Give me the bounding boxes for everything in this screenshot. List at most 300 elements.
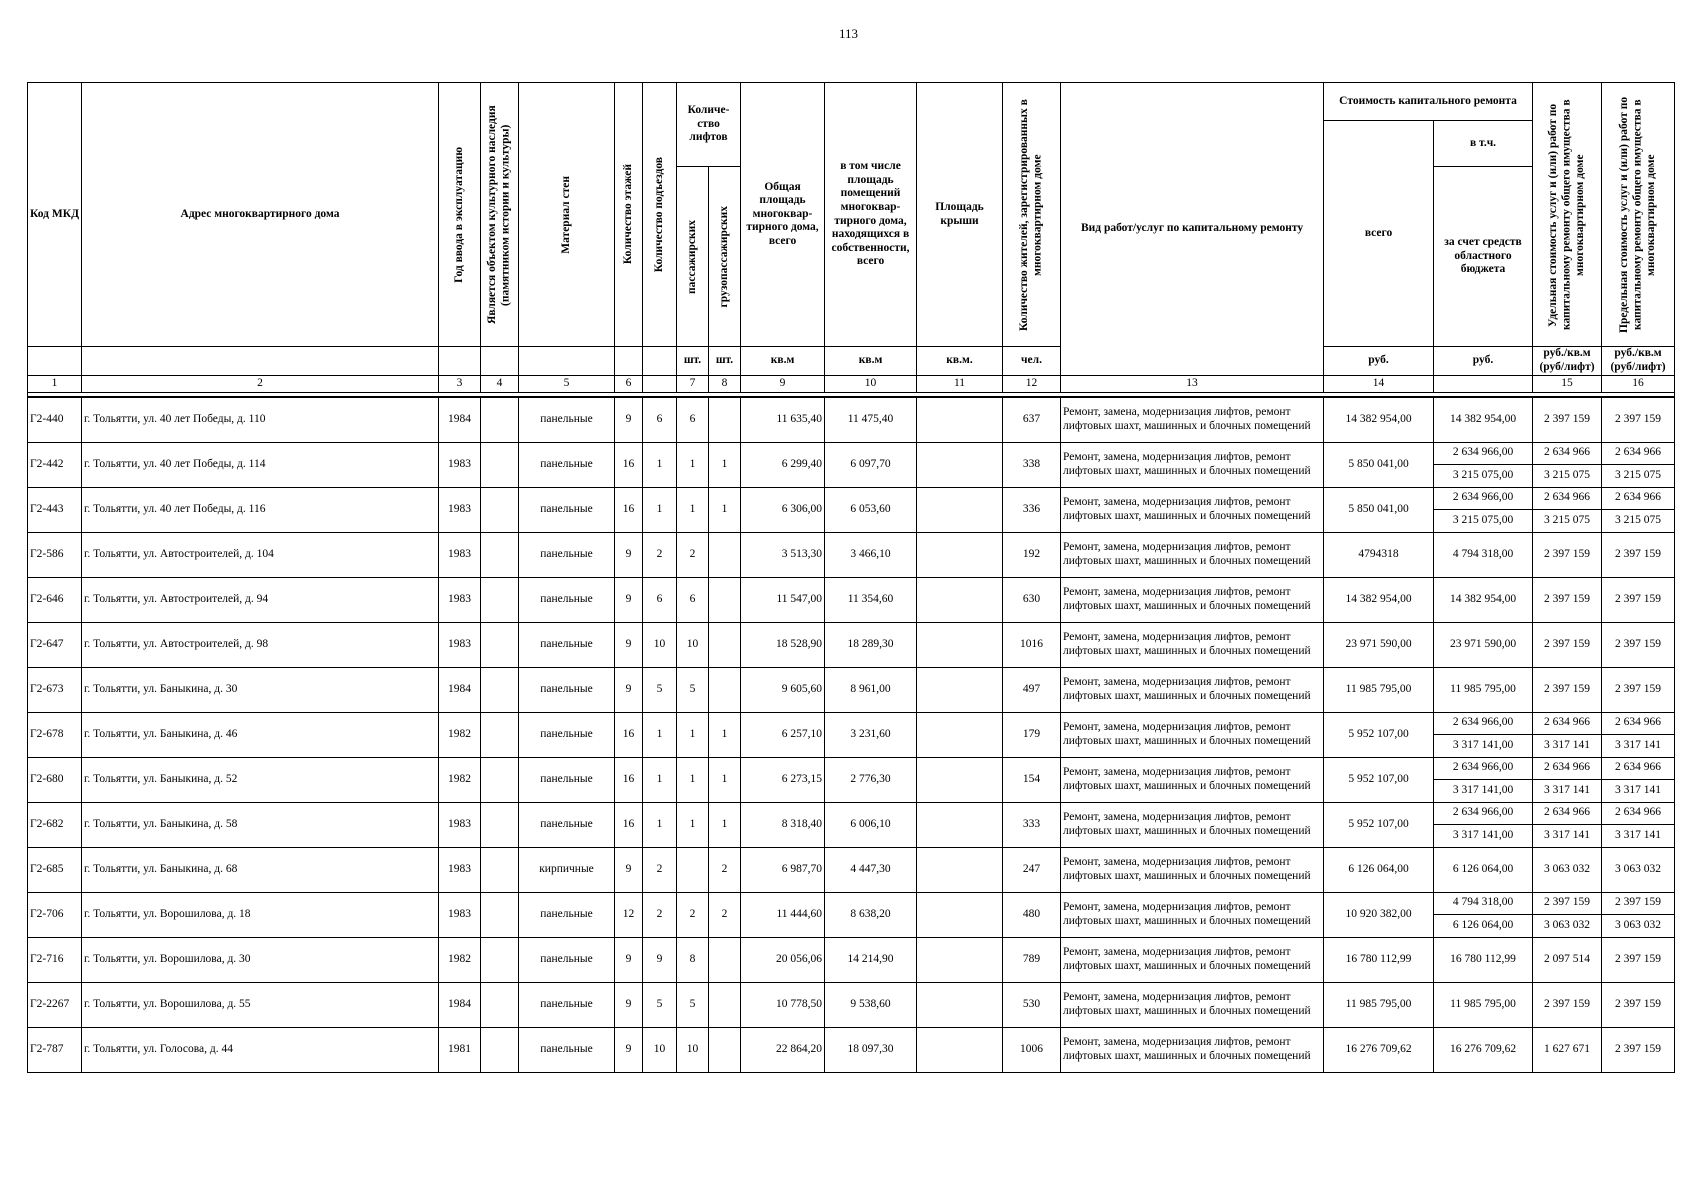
cell-cost-total: 5 850 041,00 [1324, 442, 1434, 487]
cell-year: 1983 [439, 802, 481, 847]
cell-entrances: 10 [643, 1027, 677, 1072]
cell-code: Г2-706 [28, 892, 82, 937]
column-number: 16 [1602, 376, 1675, 393]
cell-code: Г2-716 [28, 937, 82, 982]
header-entrances: Количество подъездов [652, 156, 665, 273]
cell-year: 1984 [439, 982, 481, 1027]
cell-total-area: 6 257,10 [741, 712, 825, 757]
cell-floors: 9 [615, 937, 643, 982]
cell-cost-regional: 2 634 966,00 [1434, 712, 1533, 735]
header-incl: в т.ч. [1434, 121, 1533, 167]
cell-code: Г2-586 [28, 532, 82, 577]
cell-cost-regional: 16 780 112,99 [1434, 937, 1533, 982]
cell-unit-cost: 3 317 141 [1533, 735, 1602, 758]
cell-work-type: Ремонт, замена, модернизация лифтов, ремонт лифтовых шахт, машинных и блочных помещений [1061, 442, 1324, 487]
cell-residents: 179 [1003, 712, 1061, 757]
cell-passenger-lifts: 10 [677, 1027, 709, 1072]
cell-cost-regional: 2 634 966,00 [1434, 442, 1533, 465]
header-code: Код МКД [28, 83, 82, 347]
cell-passenger-lifts: 5 [677, 667, 709, 712]
cell-heritage [481, 397, 519, 442]
cell-passenger-lifts: 1 [677, 712, 709, 757]
cell-residents: 630 [1003, 577, 1061, 622]
cell-owned-area: 4 447,30 [825, 847, 917, 892]
cell-freight-lifts: 1 [709, 712, 741, 757]
cell-passenger-lifts: 1 [677, 442, 709, 487]
cell-cost-regional: 3 215 075,00 [1434, 510, 1533, 533]
table-row [28, 892, 1675, 915]
cell-max-cost: 2 634 966 [1602, 442, 1675, 465]
cell-total-area: 8 318,40 [741, 802, 825, 847]
cell-cost-total: 14 382 954,00 [1324, 577, 1434, 622]
cell-total-area: 11 635,40 [741, 397, 825, 442]
cell-cost-total: 23 971 590,00 [1324, 622, 1434, 667]
cell-total-area: 18 528,90 [741, 622, 825, 667]
cell-unit-cost: 2 397 159 [1533, 532, 1602, 577]
cell-unit-cost: 2 634 966 [1533, 487, 1602, 510]
cell-owned-area: 2 776,30 [825, 757, 917, 802]
column-number [1434, 376, 1533, 393]
cell-address: г. Тольятти, ул. 40 лет Победы, д. 114 [82, 442, 439, 487]
cell-cost-total: 16 276 709,62 [1324, 1027, 1434, 1072]
header-unit-cost: Удельная стоимость услуг и (или) работ по капитальному ремонту общего имущества в многоквартирном доме [1546, 99, 1586, 330]
cell-code: Г2-678 [28, 712, 82, 757]
unit-rub-sqm: руб./кв.м (руб/лифт) [1533, 347, 1602, 376]
cell-heritage [481, 847, 519, 892]
table-row [28, 397, 1675, 442]
cell-passenger-lifts: 2 [677, 532, 709, 577]
cell-entrances: 2 [643, 847, 677, 892]
column-number: 2 [82, 376, 439, 393]
cell-work-type: Ремонт, замена, модернизация лифтов, ремонт лифтовых шахт, машинных и блочных помещений [1061, 397, 1324, 442]
column-numbers-row [28, 376, 1675, 393]
page-number: 113 [838, 26, 859, 41]
cell-entrances: 2 [643, 532, 677, 577]
cell-roof-area [917, 847, 1003, 892]
cell-year: 1983 [439, 442, 481, 487]
cell-cost-regional: 11 985 795,00 [1434, 982, 1533, 1027]
unit-pcs: шт. [709, 347, 741, 376]
cell-heritage [481, 937, 519, 982]
cell-residents: 637 [1003, 397, 1061, 442]
header-residents: Количество жителей, зарегистрированных в многоквартирном доме [1017, 98, 1044, 331]
cell-roof-area [917, 577, 1003, 622]
cell-address: г. Тольятти, ул. Баныкина, д. 58 [82, 802, 439, 847]
cell-code: Г2-647 [28, 622, 82, 667]
table-header [28, 83, 1675, 398]
cell-freight-lifts [709, 937, 741, 982]
cell-max-cost: 2 397 159 [1602, 532, 1675, 577]
cell-unit-cost: 2 397 159 [1533, 892, 1602, 915]
cell-material: панельные [519, 892, 615, 937]
table-row [28, 982, 1675, 1027]
cell-unit-cost: 3 215 075 [1533, 465, 1602, 488]
cell-address: г. Тольятти, ул. Баныкина, д. 46 [82, 712, 439, 757]
cell-material: панельные [519, 667, 615, 712]
cell-freight-lifts [709, 1027, 741, 1072]
cell-entrances: 1 [643, 712, 677, 757]
cell-cost-total: 5 952 107,00 [1324, 802, 1434, 847]
column-number: 10 [825, 376, 917, 393]
cell-max-cost: 2 397 159 [1602, 937, 1675, 982]
cell-cost-total: 4794318 [1324, 532, 1434, 577]
cell-material: панельные [519, 1027, 615, 1072]
cell-year: 1982 [439, 712, 481, 757]
cell-passenger-lifts [677, 847, 709, 892]
cell-material: панельные [519, 577, 615, 622]
cell-residents: 336 [1003, 487, 1061, 532]
cell-heritage [481, 667, 519, 712]
header-wall-material: Материал стен [559, 175, 572, 254]
unit-rub: руб. [1434, 347, 1533, 376]
cell-owned-area: 3 231,60 [825, 712, 917, 757]
cell-code: Г2-682 [28, 802, 82, 847]
cell-heritage [481, 712, 519, 757]
cell-floors: 16 [615, 757, 643, 802]
cell-passenger-lifts: 10 [677, 622, 709, 667]
column-number: 11 [917, 376, 1003, 393]
cell-heritage [481, 982, 519, 1027]
table-row [28, 937, 1675, 982]
cell-cost-regional: 16 276 709,62 [1434, 1027, 1533, 1072]
table-row [28, 757, 1675, 780]
cell-freight-lifts [709, 397, 741, 442]
cell-heritage [481, 892, 519, 937]
cell-cost-regional: 4 794 318,00 [1434, 532, 1533, 577]
table-row [28, 487, 1675, 510]
cell-unit-cost: 2 397 159 [1533, 577, 1602, 622]
cell-total-area: 22 864,20 [741, 1027, 825, 1072]
cell-roof-area [917, 712, 1003, 757]
cell-work-type: Ремонт, замена, модернизация лифтов, ремонт лифтовых шахт, машинных и блочных помещений [1061, 802, 1324, 847]
cell-heritage [481, 622, 519, 667]
header-floors: Количество этажей [621, 164, 634, 265]
cell-address: г. Тольятти, ул. Баныкина, д. 68 [82, 847, 439, 892]
cell-floors: 16 [615, 487, 643, 532]
unit-sqm: кв.м. [917, 347, 1003, 376]
header-owned-area: в том числе площадь помещений многоквар-тирного дома, находящихся в собственности, всего [825, 83, 917, 347]
cell-owned-area: 6 006,10 [825, 802, 917, 847]
cell-entrances: 9 [643, 937, 677, 982]
cell-total-area: 6 987,70 [741, 847, 825, 892]
cell-residents: 154 [1003, 757, 1061, 802]
cell-max-cost: 2 634 966 [1602, 802, 1675, 825]
cell-year: 1981 [439, 1027, 481, 1072]
cell-total-area: 3 513,30 [741, 532, 825, 577]
cell-cost-regional: 3 317 141,00 [1434, 780, 1533, 803]
cell-unit-cost: 2 397 159 [1533, 667, 1602, 712]
cell-roof-area [917, 622, 1003, 667]
cell-max-cost: 3 063 032 [1602, 915, 1675, 938]
cell-max-cost: 3 063 032 [1602, 847, 1675, 892]
cell-cost-regional: 14 382 954,00 [1434, 577, 1533, 622]
cell-address: г. Тольятти, ул. Баныкина, д. 52 [82, 757, 439, 802]
cell-freight-lifts: 2 [709, 847, 741, 892]
cell-entrances: 1 [643, 442, 677, 487]
cell-max-cost: 3 215 075 [1602, 510, 1675, 533]
cell-cost-total: 10 920 382,00 [1324, 892, 1434, 937]
cell-work-type: Ремонт, замена, модернизация лифтов, ремонт лифтовых шахт, машинных и блочных помещений [1061, 532, 1324, 577]
header-address: Адрес многоквартирного дома [82, 83, 439, 347]
cell-address: г. Тольятти, ул. Автостроителей, д. 104 [82, 532, 439, 577]
cell-passenger-lifts: 5 [677, 982, 709, 1027]
cell-owned-area: 3 466,10 [825, 532, 917, 577]
cell-cost-total: 6 126 064,00 [1324, 847, 1434, 892]
cell-residents: 192 [1003, 532, 1061, 577]
cell-passenger-lifts: 2 [677, 892, 709, 937]
cell-cost-regional: 6 126 064,00 [1434, 847, 1533, 892]
cell-floors: 16 [615, 712, 643, 757]
cell-material: кирпичные [519, 847, 615, 892]
cell-total-area: 11 547,00 [741, 577, 825, 622]
cell-max-cost: 2 397 159 [1602, 397, 1675, 442]
cell-owned-area: 8 961,00 [825, 667, 917, 712]
cell-code: Г2-685 [28, 847, 82, 892]
cell-address: г. Тольятти, ул. Ворошилова, д. 30 [82, 937, 439, 982]
cell-heritage [481, 577, 519, 622]
cell-max-cost: 2 634 966 [1602, 487, 1675, 510]
cell-work-type: Ремонт, замена, модернизация лифтов, ремонт лифтовых шахт, машинных и блочных помещений [1061, 892, 1324, 937]
cell-address: г. Тольятти, ул. Ворошилова, д. 18 [82, 892, 439, 937]
header-passenger: пассажирских [685, 219, 698, 294]
cell-floors: 9 [615, 532, 643, 577]
cell-year: 1983 [439, 847, 481, 892]
cell-unit-cost: 2 634 966 [1533, 757, 1602, 780]
unit-people: чел. [1003, 347, 1061, 376]
cell-freight-lifts: 1 [709, 442, 741, 487]
cell-total-area: 20 056,06 [741, 937, 825, 982]
column-number: 15 [1533, 376, 1602, 393]
cell-max-cost: 2 397 159 [1602, 892, 1675, 915]
cell-year: 1983 [439, 532, 481, 577]
cell-year: 1983 [439, 577, 481, 622]
cell-year: 1982 [439, 757, 481, 802]
cell-work-type: Ремонт, замена, модернизация лифтов, ремонт лифтовых шахт, машинных и блочных помещений [1061, 847, 1324, 892]
header-regional: за счет средств областного бюджета [1434, 167, 1533, 347]
cell-passenger-lifts: 1 [677, 802, 709, 847]
cell-unit-cost: 2 397 159 [1533, 397, 1602, 442]
cell-owned-area: 18 289,30 [825, 622, 917, 667]
cell-cost-regional: 2 634 966,00 [1434, 487, 1533, 510]
header-year: Год ввода в эксплуатацию [452, 146, 465, 283]
cell-cost-total: 16 780 112,99 [1324, 937, 1434, 982]
cell-address: г. Тольятти, ул. Ворошилова, д. 55 [82, 982, 439, 1027]
column-number [643, 376, 677, 393]
cell-address: г. Тольятти, ул. Автостроителей, д. 94 [82, 577, 439, 622]
cell-passenger-lifts: 6 [677, 397, 709, 442]
header-total-area: Общая площадь многоквар-тирного дома, всего [741, 83, 825, 347]
cell-max-cost: 2 397 159 [1602, 667, 1675, 712]
cell-cost-regional: 3 317 141,00 [1434, 735, 1533, 758]
table-row [28, 532, 1675, 577]
cell-freight-lifts: 1 [709, 802, 741, 847]
header-heritage: Является объектом культурного наследия (памятником истории и культуры) [485, 105, 512, 324]
cell-cost-regional: 4 794 318,00 [1434, 892, 1533, 915]
table-row [28, 1027, 1675, 1072]
cell-roof-area [917, 982, 1003, 1027]
unit-rub-sqm: руб./кв.м (руб/лифт) [1602, 347, 1675, 376]
cell-year: 1982 [439, 937, 481, 982]
cell-roof-area [917, 757, 1003, 802]
cell-total-area: 6 306,00 [741, 487, 825, 532]
capital-repair-table [27, 82, 1675, 1073]
cell-residents: 530 [1003, 982, 1061, 1027]
cell-freight-lifts [709, 622, 741, 667]
cell-max-cost: 2 397 159 [1602, 982, 1675, 1027]
column-number: 14 [1324, 376, 1434, 393]
cell-owned-area: 14 214,90 [825, 937, 917, 982]
cell-passenger-lifts: 8 [677, 937, 709, 982]
cell-floors: 16 [615, 802, 643, 847]
table-row [28, 802, 1675, 825]
cell-code: Г2-440 [28, 397, 82, 442]
table-row [28, 712, 1675, 735]
cell-work-type: Ремонт, замена, модернизация лифтов, ремонт лифтовых шахт, машинных и блочных помещений [1061, 1027, 1324, 1072]
cell-floors: 9 [615, 982, 643, 1027]
header-max-cost: Предельная стоимость услуг и (или) работ по капитальному ремонту общего имущества в многоквартирном доме [1617, 96, 1657, 333]
cell-owned-area: 18 097,30 [825, 1027, 917, 1072]
cell-unit-cost: 1 627 671 [1533, 1027, 1602, 1072]
cell-address: г. Тольятти, ул. Баныкина, д. 30 [82, 667, 439, 712]
table-body [28, 397, 1675, 1072]
cell-passenger-lifts: 1 [677, 757, 709, 802]
cell-unit-cost: 2 634 966 [1533, 712, 1602, 735]
cell-roof-area [917, 1027, 1003, 1072]
cell-unit-cost: 3 317 141 [1533, 780, 1602, 803]
cell-total-area: 6 299,40 [741, 442, 825, 487]
cell-unit-cost: 2 634 966 [1533, 442, 1602, 465]
cell-cost-total: 14 382 954,00 [1324, 397, 1434, 442]
cell-max-cost: 2 634 966 [1602, 712, 1675, 735]
column-number: 1 [28, 376, 82, 393]
cell-freight-lifts [709, 577, 741, 622]
cell-cost-total: 5 952 107,00 [1324, 757, 1434, 802]
cell-entrances: 6 [643, 577, 677, 622]
cell-freight-lifts [709, 667, 741, 712]
cell-address: г. Тольятти, ул. 40 лет Победы, д. 116 [82, 487, 439, 532]
cell-max-cost: 2 634 966 [1602, 757, 1675, 780]
cell-unit-cost: 2 397 159 [1533, 622, 1602, 667]
cell-owned-area: 9 538,60 [825, 982, 917, 1027]
cell-work-type: Ремонт, замена, модернизация лифтов, ремонт лифтовых шахт, машинных и блочных помещений [1061, 982, 1324, 1027]
cell-code: Г2-443 [28, 487, 82, 532]
cell-address: г. Тольятти, ул. 40 лет Победы, д. 110 [82, 397, 439, 442]
cell-entrances: 6 [643, 397, 677, 442]
cell-entrances: 1 [643, 757, 677, 802]
cell-material: панельные [519, 532, 615, 577]
header-cost-group: Стоимость капитального ремонта [1324, 83, 1533, 121]
cell-max-cost: 3 317 141 [1602, 735, 1675, 758]
unit-pcs: шт. [677, 347, 709, 376]
cell-owned-area: 6 053,60 [825, 487, 917, 532]
cell-unit-cost: 3 317 141 [1533, 825, 1602, 848]
cell-passenger-lifts: 6 [677, 577, 709, 622]
header-freight: грузопассажирских [717, 205, 730, 308]
cell-material: панельные [519, 487, 615, 532]
cell-code: Г2-442 [28, 442, 82, 487]
cell-material: панельные [519, 982, 615, 1027]
cell-code: Г2-673 [28, 667, 82, 712]
cell-cost-regional: 11 985 795,00 [1434, 667, 1533, 712]
cell-floors: 9 [615, 667, 643, 712]
cell-cost-total: 11 985 795,00 [1324, 982, 1434, 1027]
cell-roof-area [917, 487, 1003, 532]
cell-code: Г2-680 [28, 757, 82, 802]
cell-freight-lifts: 1 [709, 487, 741, 532]
unit-sqm: кв.м [741, 347, 825, 376]
cell-address: г. Тольятти, ул. Голосова, д. 44 [82, 1027, 439, 1072]
cell-work-type: Ремонт, замена, модернизация лифтов, ремонт лифтовых шахт, машинных и блочных помещений [1061, 667, 1324, 712]
cell-material: панельные [519, 757, 615, 802]
cell-work-type: Ремонт, замена, модернизация лифтов, ремонт лифтовых шахт, машинных и блочных помещений [1061, 487, 1324, 532]
cell-heritage [481, 487, 519, 532]
cell-max-cost: 2 397 159 [1602, 577, 1675, 622]
cell-work-type: Ремонт, замена, модернизация лифтов, ремонт лифтовых шахт, машинных и блочных помещений [1061, 937, 1324, 982]
cell-residents: 333 [1003, 802, 1061, 847]
column-number: 9 [741, 376, 825, 393]
cell-max-cost: 3 317 141 [1602, 825, 1675, 848]
cell-freight-lifts [709, 532, 741, 577]
cell-work-type: Ремонт, замена, модернизация лифтов, ремонт лифтовых шахт, машинных и блочных помещений [1061, 622, 1324, 667]
table-row [28, 577, 1675, 622]
cell-year: 1983 [439, 622, 481, 667]
cell-floors: 9 [615, 847, 643, 892]
cell-material: панельные [519, 442, 615, 487]
cell-material: панельные [519, 937, 615, 982]
cell-unit-cost: 3 063 032 [1533, 915, 1602, 938]
column-number: 3 [439, 376, 481, 393]
column-number: 8 [709, 376, 741, 393]
cell-heritage [481, 757, 519, 802]
table-row [28, 667, 1675, 712]
column-number: 5 [519, 376, 615, 393]
cell-entrances: 2 [643, 892, 677, 937]
cell-floors: 16 [615, 442, 643, 487]
cell-entrances: 1 [643, 802, 677, 847]
cell-heritage [481, 802, 519, 847]
cell-work-type: Ремонт, замена, модернизация лифтов, ремонт лифтовых шахт, машинных и блочных помещений [1061, 577, 1324, 622]
cell-entrances: 5 [643, 982, 677, 1027]
cell-entrances: 5 [643, 667, 677, 712]
cell-residents: 497 [1003, 667, 1061, 712]
cell-code: Г2-646 [28, 577, 82, 622]
header-total: всего [1324, 121, 1434, 347]
column-number: 12 [1003, 376, 1061, 393]
cell-residents: 1016 [1003, 622, 1061, 667]
cell-material: панельные [519, 622, 615, 667]
column-number: 6 [615, 376, 643, 393]
cell-unit-cost: 2 097 514 [1533, 937, 1602, 982]
cell-heritage [481, 1027, 519, 1072]
cell-owned-area: 11 354,60 [825, 577, 917, 622]
cell-owned-area: 6 097,70 [825, 442, 917, 487]
cell-code: Г2-2267 [28, 982, 82, 1027]
cell-roof-area [917, 442, 1003, 487]
cell-heritage [481, 442, 519, 487]
cell-cost-regional: 3 215 075,00 [1434, 465, 1533, 488]
cell-unit-cost: 3 215 075 [1533, 510, 1602, 533]
cell-residents: 247 [1003, 847, 1061, 892]
cell-year: 1984 [439, 397, 481, 442]
cell-floors: 12 [615, 892, 643, 937]
cell-total-area: 9 605,60 [741, 667, 825, 712]
cell-cost-regional: 23 971 590,00 [1434, 622, 1533, 667]
cell-cost-regional: 3 317 141,00 [1434, 825, 1533, 848]
cell-address: г. Тольятти, ул. Автостроителей, д. 98 [82, 622, 439, 667]
cell-freight-lifts [709, 982, 741, 1027]
cell-cost-total: 11 985 795,00 [1324, 667, 1434, 712]
header-elevators: Количе-ство лифтов [677, 83, 741, 167]
